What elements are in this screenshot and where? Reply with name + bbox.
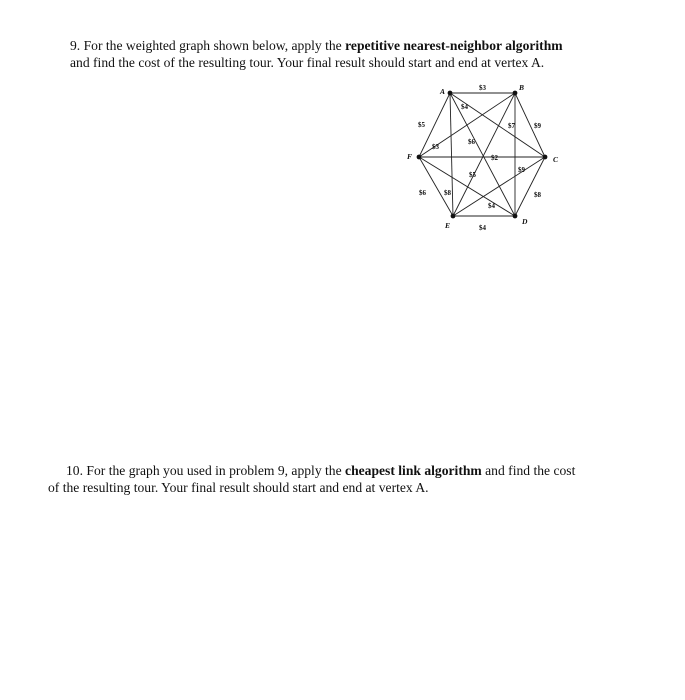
vertex-label-b: B	[519, 83, 525, 92]
edge-label-ac: $4	[461, 103, 468, 111]
vertex-d	[513, 214, 518, 219]
problem-9-algorithm: repetitive nearest-neighbor algorithm	[345, 38, 563, 53]
problem-10-line-1	[48, 462, 648, 479]
weighted-graph	[395, 82, 575, 237]
vertex-label-d: D	[522, 217, 528, 226]
edge-ef	[419, 157, 453, 216]
problem-10-line-2: of the resulting tour. Your final result should start and end at vertex A.	[48, 480, 429, 495]
edge-label-df: $8	[444, 189, 451, 197]
problem-10-number: 10.	[66, 463, 83, 478]
vertex-a	[448, 91, 453, 96]
problem-9-line-1	[70, 37, 650, 54]
edge-label-cd: $8	[534, 191, 541, 199]
problem-10-text: For the graph you used in problem 9, apply the	[86, 463, 342, 478]
edge-label-de: $4	[479, 224, 486, 232]
vertex-label-e: E	[445, 221, 451, 230]
problem-10-text-after: and find the cost	[485, 463, 576, 478]
vertex-f	[417, 155, 422, 160]
vertex-c	[543, 155, 548, 160]
edge-label-cf: $5	[469, 171, 476, 179]
edge-label-ce: $9	[518, 166, 525, 174]
edge-label-ad: $2	[491, 154, 498, 162]
problem-9-line-2: and find the cost of the resulting tour. Your final result should start and end at vertex A.	[70, 55, 545, 70]
problem-9-text: For the weighted graph shown below, apply the	[83, 38, 342, 53]
vertex-e	[451, 214, 456, 219]
problem-9-number: 9.	[70, 38, 81, 53]
vertex-label-c: C	[553, 155, 559, 164]
graph-edges	[419, 93, 545, 216]
edge-label-ab: $3	[479, 84, 486, 92]
edge-label-ef: $6	[419, 189, 426, 197]
vertex-label-a: A	[440, 87, 446, 96]
problem-10-algorithm: cheapest link algorithm	[345, 463, 482, 478]
edge-label-bc: $9	[534, 122, 541, 130]
edge-label-ae: $4	[488, 202, 495, 210]
vertex-b	[513, 91, 518, 96]
edge-ae	[450, 93, 453, 216]
edge-label-af: $5	[418, 121, 425, 129]
problem-10	[48, 462, 648, 496]
vertex-label-f: F	[407, 152, 413, 161]
problem-9	[70, 37, 650, 71]
edge-label-be: $6	[468, 138, 475, 146]
edge-label-bf: $3	[432, 143, 439, 151]
edge-label-bd: $7	[508, 122, 515, 130]
